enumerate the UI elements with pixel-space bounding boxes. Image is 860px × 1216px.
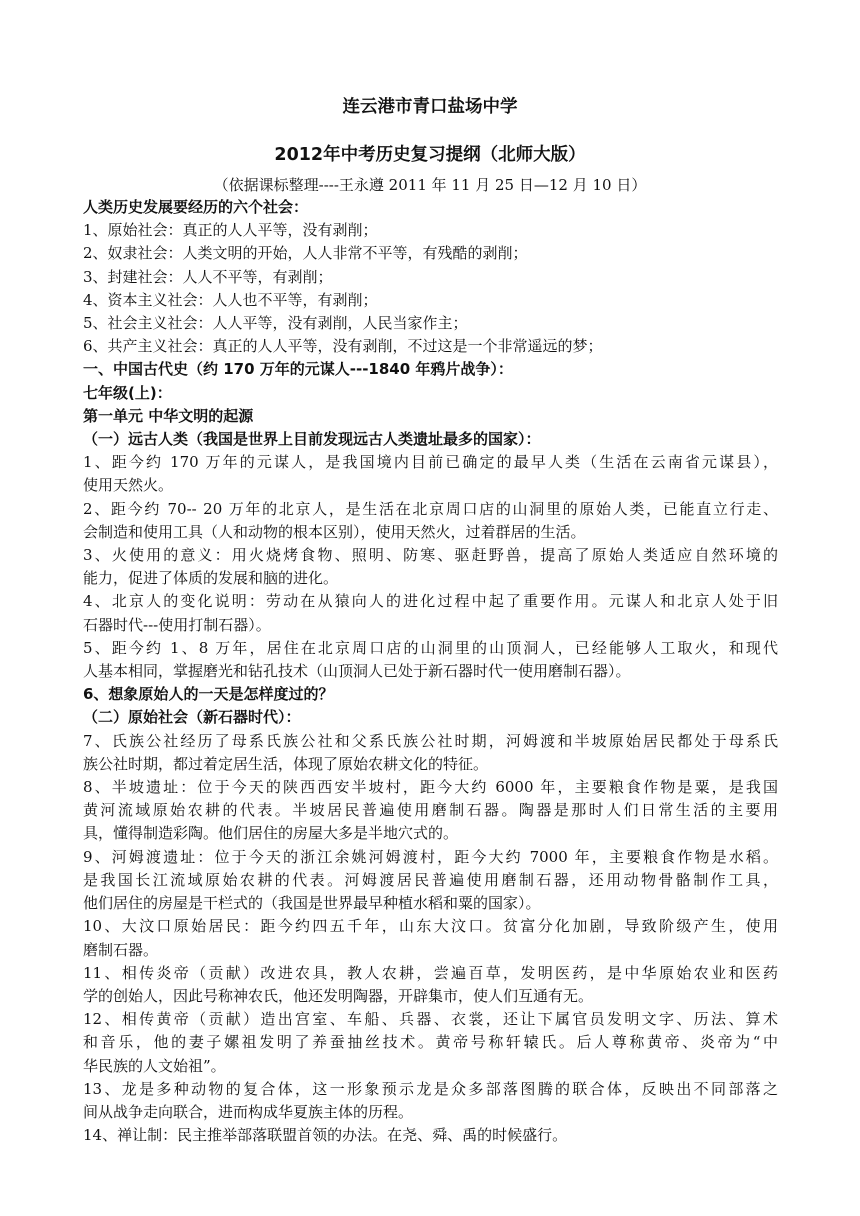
section-heading: 6、想象原始人的一天是怎样度过的？: [83, 685, 334, 704]
text-line: 8、半坡遗址：位于今天的陕西西安半坡村，距今大约 6000 年，主要粮食作物是粟，是我国: [83, 778, 778, 797]
text-line: 族公社时期，都过着定居生活，体现了原始农耕文化的特征。: [83, 754, 489, 773]
text-line: 能力，促进了体质的发展和脑的进化。: [83, 569, 339, 588]
text-line: 1、距今约 170 万年的元谋人，是我国境内目前已确定的最早人类（生活在云南省元谋县），: [83, 453, 778, 472]
text-line: 6、共产主义社会：真正的人人平等，没有剥削，不过这是一个非常遥远的梦；: [83, 337, 603, 356]
text-line: 5、距今约 1、8 万年，居住在北京周口店的山洞里的山顶洞人，已经能够人工取火，和现代: [83, 638, 778, 657]
text-line: 磨制石器。: [83, 940, 159, 959]
text-line: 12、相传黄帝（贡献）造出宫室、车船、兵器、衣裳，还让下属官员发明文字、历法、算术: [83, 1010, 778, 1029]
school-name: 连云港市青口盐场中学: [342, 97, 518, 117]
text-line: 14、禅让制：民主推举部落联盟首领的办法。在尧、舜、禹的时候盛行。: [83, 1126, 568, 1145]
text-line: 是我国长江流域原始农耕的代表。河姆渡居民普遍使用磨制石器，还用动物骨骼制作工具，: [83, 870, 778, 889]
section-heading: 一、中国古代史（约 170 万年的元谋人---1840 年鸦片战争）：: [83, 360, 513, 379]
text-line: 和音乐，他的妻子嫘祖发明了养蚕抽丝技术。黄帝号称轩辕氏。后人尊称黄帝、炎帝为“中: [83, 1033, 778, 1052]
text-line: 2、距今约 70-- 20 万年的北京人，是生活在北京周口店的山洞里的原始人类，已能直立行走、: [83, 499, 778, 518]
text-line: 2、奴隶社会：人类文明的开始，人人非常不平等，有残酷的剥削；: [83, 244, 528, 263]
document-body: [83, 196, 778, 1147]
text-line: 3、封建社会：人人不平等，有剥削；: [83, 267, 333, 286]
section-heading: （一）远古人类（我国是世界上目前发现远古人类遗址最多的国家）：: [83, 430, 541, 449]
section-heading: （二）原始社会（新石器时代）：: [83, 708, 301, 727]
text-line: 间从战争走向联合，进而构成华夏族主体的历程。: [83, 1102, 414, 1121]
text-line: 华民族的人文始祖”。: [83, 1056, 226, 1075]
text-line: 1、原始社会：真正的人人平等，没有剥削；: [83, 221, 378, 240]
text-line: 4、北京人的变化说明：劳动在从猿向人的进化过程中起了重要作用。元谋人和北京人处于旧: [83, 592, 778, 611]
text-line: 人基本相同，掌握磨光和钻孔技术（山顶洞人已处于新石器时代一使用磨制石器）。: [83, 662, 631, 681]
text-line: 会制造和使用工具（人和动物的根本区别），使用天然火，过着群居的生活。: [83, 522, 586, 541]
text-line: 具，懂得制造彩陶。他们居住的房屋大多是半地穴式的。: [83, 824, 459, 843]
text-line: 使用天然火。: [83, 476, 174, 495]
text-line: 黄河流域原始农耕的代表。半坡居民普遍使用磨制石器。陶器是那时人们日常生活的主要用: [83, 801, 778, 820]
document-title: 2012年中考历史复习提纲（北师大版）: [274, 145, 586, 165]
text-line: 石器时代---使用打制石器）。: [83, 615, 271, 634]
section-heading: 人类历史发展要经历的六个社会：: [83, 198, 309, 216]
text-line: 9、河姆渡遗址：位于今天的浙江余姚河姆渡村，距今大约 7000 年，主要粮食作物是水稻。: [83, 847, 778, 866]
text-line: 4、资本主义社会：人人也不平等，有剥削；: [83, 290, 378, 309]
text-line: 10、大汶口原始居民：距今约四五千年，山东大汶口。贫富分化加剧，导致阶级产生，使用: [83, 917, 778, 936]
document-subtitle: （依据课标整理----王永遵 2011 年 11 月 25 日—12 月 10 日）: [213, 176, 647, 194]
text-line: 13、龙是多种动物的复合体，这一形象预示龙是众多部落图腾的联合体，反映出不同部落之: [83, 1079, 778, 1098]
text-line: 11、相传炎帝（贡献）改进农具，教人农耕，尝遍百草，发明医药，是中华原始农业和医药: [83, 963, 778, 982]
text-line: 他们居住的房屋是干栏式的（我国是世界最早种植水稻和粟的国家）。: [83, 894, 541, 913]
section-heading: 七年级(上)：: [83, 383, 172, 402]
text-line: 5、社会主义社会：人人平等，没有剥削，人民当家作主；: [83, 314, 468, 333]
text-line: 7、氏族公社经历了母系氏族公社和父系氏族公社时期，河姆渡和半坡原始居民都处于母系氏: [83, 731, 778, 750]
text-line: 学的创始人，因此号称神农氏，他还发明陶器，开辟集市，使人们互通有无。: [83, 986, 594, 1005]
section-heading: 第一单元 中华文明的起源: [83, 406, 254, 425]
text-line: 3、火使用的意义：用火烧烤食物、照明、防寒、驱赶野兽，提高了原始人类适应自然环境的: [83, 546, 778, 565]
